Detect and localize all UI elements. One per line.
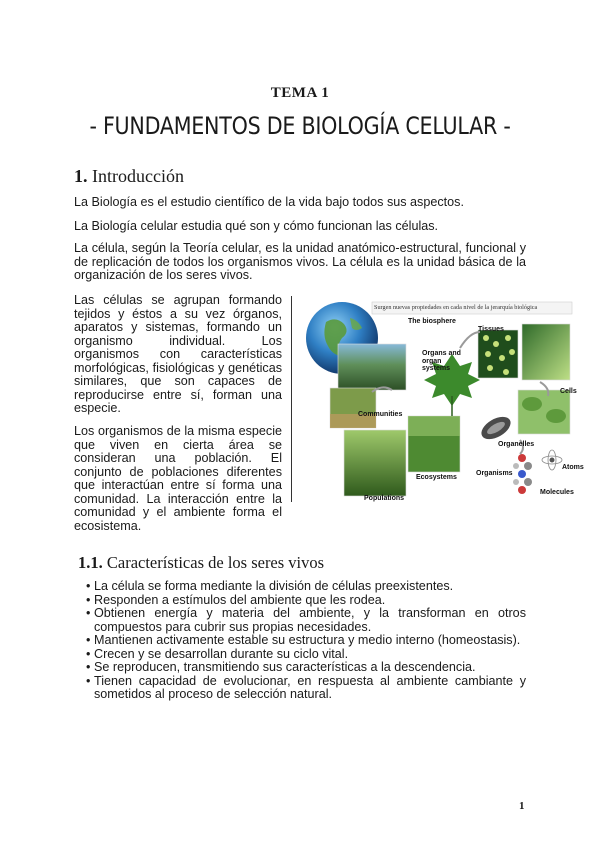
section-number: 1. xyxy=(74,166,88,186)
label-biosphere: The biosphere xyxy=(408,318,456,325)
section-title: Introducción xyxy=(92,166,184,186)
population-forest-image xyxy=(344,430,406,496)
paragraph-celula: La célula, según la Teoría celular, es la unidad anatómico-estructural, funcional y de replicación de todos los organismos vivos. La célula es la unidad básica de la organización de los seres vivos. xyxy=(74,241,526,282)
figure-caption: Surgen nuevas propiedades en cada nivel de la jerarquía biológica xyxy=(374,304,538,311)
label-organs: Organs and organ systems xyxy=(422,350,461,372)
subsection-title: Características de los seres vivos xyxy=(106,553,325,572)
paragraph-organizacion: Las células se agrupan formando tejidos y éstos a su vez órganos, aparatos y sistemas, formando un organismo individual. Los organismos con características morfológicas, fisiológicas y genéticas similares, que son capaces de reproducirse entre sí, forman una especie. xyxy=(74,293,282,415)
list-item: • La célula se forma mediante la división de células preexistentes. xyxy=(86,580,526,594)
figure-divider xyxy=(291,296,292,502)
paragraph-biologia: La Biología es el estudio científico de la vida bajo todos sus aspectos. xyxy=(74,195,464,209)
label-cells: Cells xyxy=(560,388,577,395)
section-heading-introduccion xyxy=(74,166,184,187)
atom-image xyxy=(542,450,562,470)
section-heading-caracteristicas xyxy=(78,553,324,573)
biological-hierarchy-figure xyxy=(300,296,584,506)
label-communities: Communities xyxy=(358,411,403,418)
label-tissues: Tissues xyxy=(478,326,504,333)
paragraph-poblacion: Los organismos de la misma especie que viven en cierta área se consideran una población. El conjunto de poblaciones diferentes que interactúan entre sí forma una comunidad. La interacción entre la comunidad y el ambiente forma el ecosistema. xyxy=(74,424,282,533)
molecule-image xyxy=(513,454,532,494)
page-title: - FUNDAMENTOS DE BIOLOGÍA CELULAR - xyxy=(89,112,511,140)
list-item: • Obtienen energía y materia del ambiente, y la transforman en otros compuestos para cubrir sus propias necesidades. xyxy=(86,607,526,634)
label-atoms: Atoms xyxy=(562,464,584,471)
tema-label: TEMA 1 xyxy=(270,85,330,101)
list-item: • Crecen y se desarrollan durante su ciclo vital. xyxy=(86,648,526,662)
page-number: 1 xyxy=(519,800,525,812)
characteristics-list xyxy=(86,580,526,702)
label-populations: Populations xyxy=(364,495,405,502)
label-molecules: Molecules xyxy=(540,489,574,496)
list-item: • Responden a estímulos del ambiente que les rodea. xyxy=(86,594,526,608)
label-organelles: Organelles xyxy=(498,441,535,448)
label-ecosystems: Ecosystems xyxy=(416,474,457,481)
tissue-detail-image xyxy=(522,324,570,380)
list-item: • Se reproducen, transmitiendo sus características a la descendencia. xyxy=(86,661,526,675)
label-organisms: Organisms xyxy=(476,470,513,477)
subsection-number: 1.1. xyxy=(78,553,103,572)
list-item: • Mantienen activamente estable su estructura y medio interno (homeostasis). xyxy=(86,634,526,648)
ecosystem-lake-image xyxy=(338,344,406,390)
list-item: • Tienen capacidad de evolucionar, en respuesta al ambiente cambiante y sometidos al proceso de selección natural. xyxy=(86,675,526,702)
paragraph-biologia-celular: La Biología celular estudia qué son y cómo funcionan las células. xyxy=(74,219,439,233)
